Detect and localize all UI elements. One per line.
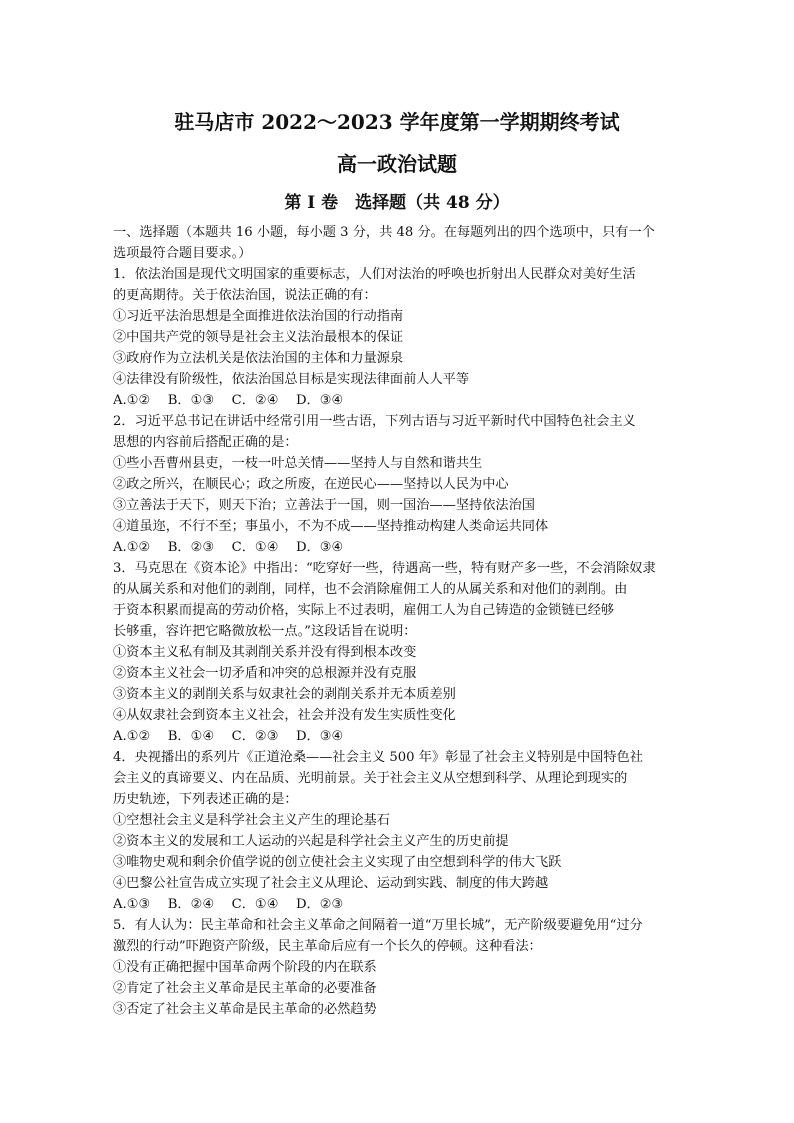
text-line: 思想的内容前后搭配正确的是： — [113, 435, 298, 450]
text-line: ③唯物史观和剩余价值学说的创立使社会主义实现了由空想到科学的伟大飞跃 — [113, 855, 562, 870]
text-line: ③立善法于天下，则天下治；立善法于一国，则一国治——坚持依法治国 — [113, 498, 535, 513]
text-line: 激烈的行动”吓跑资产阶级，民主革命后应有一个长久的停顿。这种看法： — [113, 939, 542, 954]
text-line: 选项最符合题目要求。） — [113, 246, 252, 261]
text-line: ②政之所兴，在顺民心；政之所废，在逆民心——坚持以人民为中心 — [113, 477, 509, 492]
text-line: ③否定了社会主义革命是民主革命的必然趋势 — [113, 1002, 377, 1017]
text-line: ④法律没有阶级性，依法治国总目标是实现法律面前人人平等 — [113, 372, 470, 387]
text-line: 长够重，容许把它略微放松一点。”这段话旨在说明： — [113, 624, 417, 639]
text-line: ①资本主义私有制及其剥削关系并没有得到根本改变 — [113, 645, 417, 660]
text-line: ①些小吾曹州县吏，一枝一叶总关情——坚持人与自然和谐共生 — [113, 456, 483, 471]
text-line: 1．依法治国是现代文明国家的重要标志，人们对法治的呼唤也折射出人民群众对美好生活 — [113, 267, 636, 282]
text-line: ①习近平法治思想是全面推进依法治国的行动指南 — [113, 309, 404, 324]
text-line: 的更高期待。关于依法治国，说法正确的有： — [113, 288, 377, 303]
text-line: ③资本主义的剥削关系与奴隶社会的剥削关系并无本质差别 — [113, 687, 456, 702]
text-line: ②资本主义社会一切矛盾和冲突的总根源并没有克服 — [113, 666, 417, 681]
text-line: ④从奴隶社会到资本主义社会，社会并没有发生实质性变化 — [113, 708, 456, 723]
text-line: 3．马克思在《资本论》中指出：“吃穿好一些，待遇高一些，特有财产多一些，不会消除奴隶 — [113, 561, 656, 576]
text-line: A.①② B．①③ C．②④ D．③④ — [113, 393, 344, 408]
text-line: 的从属关系和对他们的剥削，同样，也不会消除雇佣工人的从属关系和对他们的剥削。由 — [113, 582, 628, 597]
text-line: ②肯定了社会主义革命是民主革命的必要准备 — [113, 981, 377, 996]
question-body — [113, 222, 688, 1020]
text-line: 2．习近平总书记在讲话中经常引用一些古语，下列古语与习近平新时代中国特色社会主义 — [113, 414, 636, 429]
text-line: ②资本主义的发展和工人运动的兴起是科学社会主义产生的历史前提 — [113, 834, 509, 849]
text-line: ①没有正确把握中国革命两个阶段的内在联系 — [113, 960, 377, 975]
exam-title: 驻马店市 2022～2023 学年度第一学期期终考试 — [174, 110, 620, 134]
section-heading: 第 I 卷 选择题（共 48 分） — [284, 193, 510, 213]
text-line: A.①② B．①④ C．②③ D．③④ — [113, 729, 344, 744]
text-line: ①空想社会主义是科学社会主义产生的理论基石 — [113, 813, 390, 828]
text-line: 于资本积累而提高的劳动价格，实际上不过表明，雇佣工人为自己铸造的金锁链已经够 — [113, 603, 615, 618]
text-line: ④道虽迩，不行不至；事虽小，不为不成——坚持推动构建人类命运共同体 — [113, 519, 549, 534]
text-line: 会主义的真谛要义、内在品质、光明前景。关于社会主义从空想到科学、从理论到现实的 — [113, 771, 628, 786]
text-line: 一、选择题（本题共 16 小题，每小题 3 分，共 48 分。在每题列出的四个选项中，只有一个 — [113, 225, 655, 240]
text-line: A.①③ B．②④ C．①④ D．②③ — [113, 897, 344, 912]
exam-subtitle: 高一政治试题 — [337, 152, 457, 176]
text-line: ③政府作为立法机关是依法治国的主体和力量源泉 — [113, 351, 404, 366]
text-line: 5．有人认为：民主革命和社会主义革命之间隔着一道“万里长城”，无产阶级要避免用“过分 — [113, 918, 643, 933]
text-line: ④巴黎公社宣告成立实现了社会主义从理论、运动到实践、制度的伟大跨越 — [113, 876, 549, 891]
text-line: A.①② B．②③ C．①④ D．③④ — [113, 540, 344, 555]
text-line: 4．央视播出的系列片《正道沧桑——社会主义 500 年》彰显了社会主义特别是中国特色社 — [113, 750, 643, 765]
text-line: 历史轨迹，下列表述正确的是： — [113, 792, 298, 807]
text-line: ②中国共产党的领导是社会主义法治最根本的保证 — [113, 330, 404, 345]
